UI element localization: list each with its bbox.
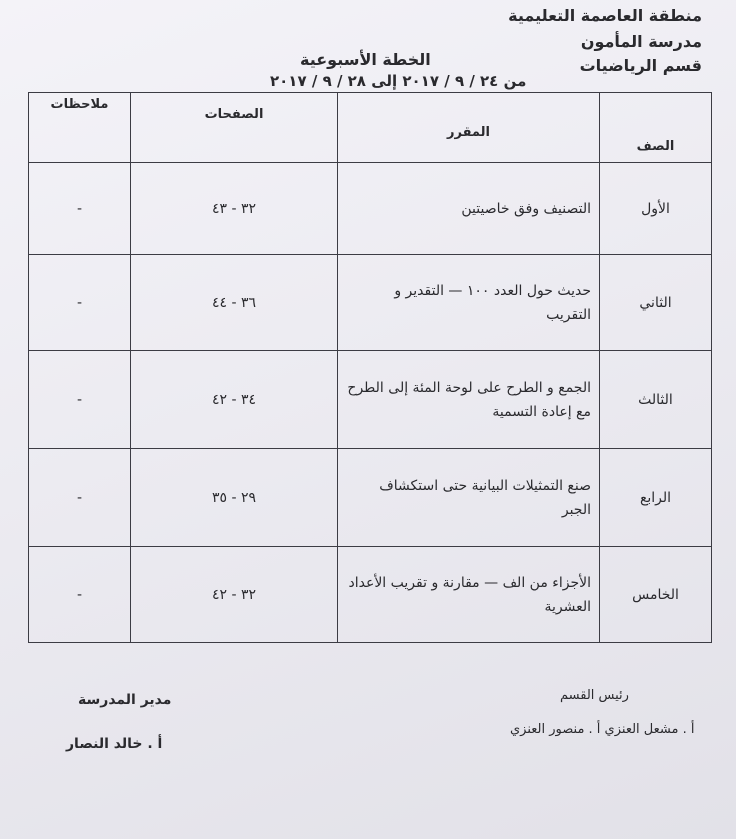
table-header-row xyxy=(29,93,712,163)
region-header: منطقة العاصمة التعليمية xyxy=(508,6,702,25)
table-row xyxy=(29,449,712,547)
plan-title: الخطة الأسبوعية xyxy=(300,50,431,69)
course-cell: صنع التمثيلات البيانية حتى استكشاف الجبر xyxy=(338,449,600,547)
course-cell: التصنيف وفق خاصيتين xyxy=(338,163,600,255)
grade-cell: الخامس xyxy=(600,547,712,643)
table-row xyxy=(29,163,712,255)
date-range: من ٢٤ / ٩ / ٢٠١٧ إلى ٢٨ / ٩ / ٢٠١٧ xyxy=(270,72,527,90)
table-row xyxy=(29,547,712,643)
table-row xyxy=(29,351,712,449)
principal-title: مدير المدرسة xyxy=(78,692,172,708)
notes-cell: - xyxy=(29,255,131,351)
notes-cell: - xyxy=(29,163,131,255)
header-course: المقرر xyxy=(338,93,600,163)
grade-cell: الثالث xyxy=(600,351,712,449)
pages-cell: ٣٢ - ٤٣ xyxy=(131,163,338,255)
course-cell: الجمع و الطرح على لوحة المئة إلى الطرح مع إعادة التسمية xyxy=(338,351,600,449)
pages-cell: ٢٩ - ٣٥ xyxy=(131,449,338,547)
grade-cell: الأول xyxy=(600,163,712,255)
table-row xyxy=(29,255,712,351)
course-cell: حديث حول العدد ١٠٠ — التقدير و التقريب xyxy=(338,255,600,351)
pages-cell: ٣٤ - ٤٢ xyxy=(131,351,338,449)
header-notes: ملاحظات xyxy=(29,93,131,163)
pages-cell: ٣٢ - ٤٢ xyxy=(131,547,338,643)
notes-cell: - xyxy=(29,351,131,449)
department-head-names: أ . مشعل العنزي أ . منصور العنزي xyxy=(510,722,695,737)
principal-name: أ . خالد النصار xyxy=(66,736,163,752)
notes-cell: - xyxy=(29,449,131,547)
pages-cell: ٣٦ - ٤٤ xyxy=(131,255,338,351)
department-head-title: رئيس القسم xyxy=(560,688,629,703)
school-header: مدرسة المأمون xyxy=(580,32,702,51)
weekly-plan-table xyxy=(28,92,712,643)
header-grade: الصف xyxy=(600,93,712,163)
grade-cell: الثاني xyxy=(600,255,712,351)
course-cell: الأجزاء من الف — مقارنة و تقريب الأعداد العشرية xyxy=(338,547,600,643)
department-header: قسم الرياضيات xyxy=(579,56,702,75)
header-pages: الصفحات xyxy=(131,93,338,163)
grade-cell: الرابع xyxy=(600,449,712,547)
notes-cell: - xyxy=(29,547,131,643)
